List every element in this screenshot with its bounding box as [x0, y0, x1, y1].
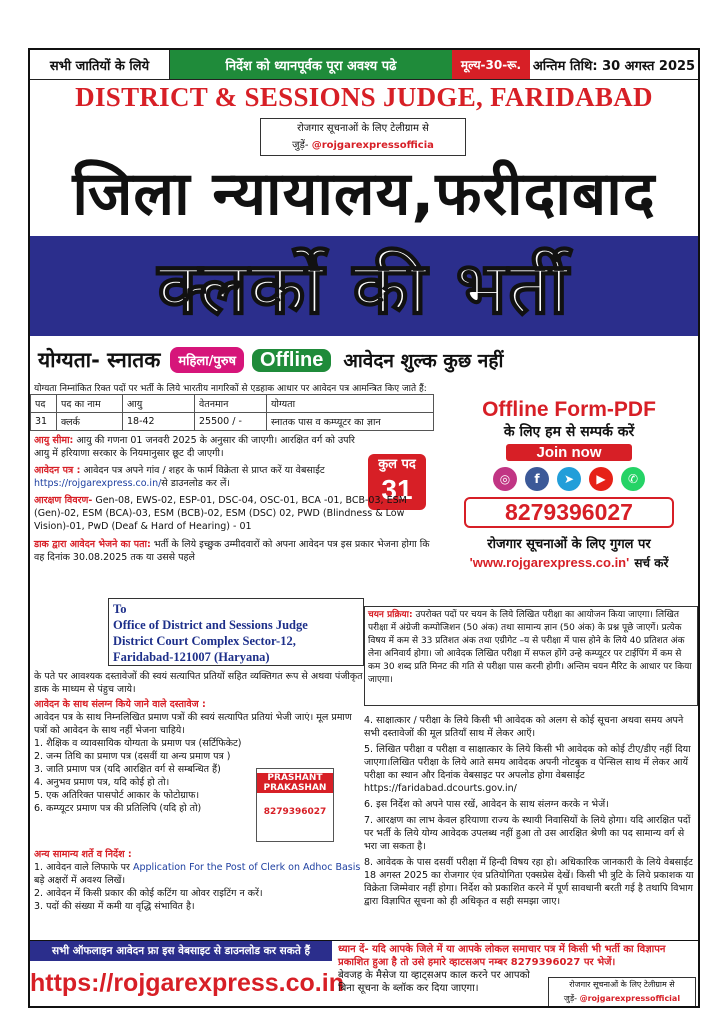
list-item: 3. पदों की संख्या में कमी या वृद्धि संभावित है।	[34, 901, 195, 912]
promo-title: Offline Form-PDF	[482, 398, 656, 421]
list-item: 5. एक अतिरिक्त पासपोर्ट आकार के फोटोग्राफ।	[34, 790, 200, 801]
table-cell: स्नातक पास व कम्प्यूटर का ज्ञान	[267, 413, 434, 431]
footer-telegram-box	[548, 977, 696, 1007]
documents-label: आवेदन के साथ संलग्न किये जाने वाले दस्तावेज :	[34, 699, 206, 710]
table-cell: क्लर्क	[57, 413, 123, 431]
table-cell: 25500 / -	[195, 413, 267, 431]
qualification-label: योग्यता- स्नातक	[38, 348, 161, 372]
fee-label: आवेदन शुल्क कुछ नहीं	[343, 350, 504, 372]
telegram-line1: रोजगार सूचनाओं के लिए टेलीग्राम से	[297, 123, 429, 134]
list-item: 5. लिखित परीक्षा व परीक्षा व साक्षात्कार के लिये किसी भी आवेदक को कोई टीए/डीए नहीं दिया जाएगा।लिखित परीक्षा के लिये आते समय आवेदक अपनी नोटबुक व पेन्सिल साथ में लेकर आयें परीक्षा का स्थान और दिनांक वेबसाइट पर अपलोड होगा वेबसाईट https://faridabad.dcourts.gov.in/	[364, 744, 691, 794]
rules-list	[364, 714, 696, 911]
footer-telegram-line2: जुड़ें- @rojgarexpressofficial	[563, 994, 681, 1003]
gender-badge: महिला/पुरुष	[170, 347, 244, 373]
all-castes-label: सभी जातियों के लिये	[30, 50, 170, 79]
promo-phone[interactable]: 8279396027	[464, 497, 674, 528]
age-label: आयु सीमा:	[34, 435, 74, 446]
footer-left	[30, 941, 344, 1008]
form-section	[34, 464, 364, 490]
english-title: DISTRICT & SESSIONS JUDGE, FARIDABAD	[75, 82, 653, 112]
age-text: आयु की गणना 01 जनवरी 2025 के अनुसार की जाएगी। आरक्षित वर्ग को उपरि आयु में हरियाणा सरकार के नियमानुसार छूट दी जाएगी।	[34, 435, 355, 459]
other-label: अन्य सामान्य शर्ते व निर्देश :	[34, 849, 132, 860]
address-line: Faridabad-121007 (Haryana)	[113, 650, 270, 664]
address-line: District Court Complex Sector-12,	[113, 634, 296, 648]
form-label: आवेदन पत्र :	[34, 465, 81, 476]
form-text: आवेदन पत्र अपने गांव / शहर के फार्म विक्रेता से प्राप्त करें या वेबसाईट	[83, 465, 325, 476]
list-item: 2. आवेदन में किसी प्रकार की कोई कटिंग या ओवर राइटिंग न करें।	[34, 888, 263, 899]
notice-page	[28, 48, 700, 1008]
footer-notice: ध्यान दें- यदि आपके जिले में या आपके लोकल समाचार पत्र में किसी भी भर्ती का विज्ञापन प्रकाशित हुआ है तो उसे हमारे व्हाटसअप नम्बर 8279396027 पर भेजें।	[338, 944, 666, 968]
selection-text: उपरोक्त पदों पर चयन के लिये लिखित परीक्षा का आयोजन किया जाएगा। लिखित परीक्षा में अंग्रेजी कम्पोजिशन (50 अंक) तथा सामान्य ज्ञान (50 अंक) के प्रश्न पूछे जाएगें। प्रत्येक विषय में कम से 33 प्रतिशत अंक तथा एग्रीगेट –य से परीक्षा में पास होने के लिये 40 प्रतिशत अंक लेना अनिवार्य होगा। जो आवेदक लिखित परीक्षा में सफल होंगे उन्हे कम्प्यूटर पर टाईपिंग में कम से कम 30 शब्द प्रति मिनट की गति से परीक्षा पास करनी होगी। अन्तिम चयन मैरिट के आधार पर किया जाएगा।	[368, 610, 692, 685]
reservation-label: आरक्षण विवरण-	[34, 495, 93, 506]
address-line: Office of District and Sessions Judge	[113, 618, 308, 632]
table-cell: 31	[31, 413, 57, 431]
documents-intro: आवेदन पत्र के साथ निम्नलिखित प्रमाण पत्रों की स्वयं सत्यापित प्रतियां भेजी जाएं। मूल प्रमाण पत्रों को आवेदन के साथ नहीं भेजना चाहिये।	[34, 712, 352, 736]
table-header-row	[31, 395, 434, 413]
publisher-phone: 8279396027	[263, 807, 327, 817]
social-icons	[440, 467, 698, 491]
table-row	[31, 413, 434, 431]
list-item: 4. साक्षात्कार / परीक्षा के लिये किसी भी आवेदक को अलग से कोई सूचना अथवा समय अपने सभी दस्तावेजों की मूल प्रतियाँ साथ में लेकर आएँ।	[364, 715, 684, 739]
list-item: 6. इस निर्देश को अपने पास रखें, आवेदन के साथ संलग्न करके न भेजें।	[364, 799, 609, 810]
address-box	[108, 598, 364, 666]
selection-label: चयन प्रक्रिया:	[368, 610, 413, 620]
price-label: मूल्य-30-रू.	[452, 50, 530, 79]
table-cell: 18-42	[123, 413, 195, 431]
other-conditions	[34, 848, 364, 913]
list-item: 2. जन्म तिथि का प्रमाण पत्र (दसवीं या अन्य प्रमाण पत्र )	[34, 751, 231, 762]
promo-url-line	[440, 552, 698, 571]
footer	[30, 940, 698, 1008]
join-now-button[interactable]: Join now	[506, 444, 632, 461]
qualification-row	[30, 342, 698, 378]
list-item: 7. आरक्षण का लाभ केवल हरियाणा राज्य के स्थायी निवासियों के लिये होगा। यदि आरक्षित पदों पर भर्ती के लिये योग्य आवेदक उपलब्ध नहीं हुआ तो उस आरक्षित श्रेणी का पद सामान्य वर्ग से भरा जा सकता है।	[364, 815, 691, 852]
telegram-icon[interactable]: ➤	[557, 467, 581, 491]
total-posts-label: कुल पद	[378, 457, 416, 472]
promo-url[interactable]: 'www.rojgarexpress.co.in'	[469, 555, 630, 570]
footer-warning: बेवजह के मैसेज या व्हाट्सअप काल करने पर आपको बिना सूचना के ब्लॉक कर दिया जाएगा।	[338, 970, 530, 994]
reservation-text: Gen-08, EWS-02, ESP-01, DSC-04, OSC-01, BCA -01, BCB-03, ESM (Gen)-02, ESM (BCA)-03, ESM (BCB)-02, ESM (DSC) 02, PWD (Blindness & Low Vision)-01, PwD (Deaf & Hard of Hearing) - 01	[34, 495, 407, 532]
postal-text: भर्ती के लिये इच्छुक उम्मीदवारों को अपना आवेदन पत्र इस प्रकार भेजना होगा कि वह दिनांक 30.08.2025 तक या उससे पहले	[34, 539, 430, 563]
header-cell: वेतनमान	[195, 395, 267, 413]
footer-right	[334, 941, 698, 1008]
hindi-title: जिला न्यायालय,फरीदाबाद	[72, 159, 656, 229]
promo-box	[440, 394, 698, 638]
list-item: 6. कम्प्यूटर प्रमाण पत्र की प्रतिलिपि (यदि हो तो)	[34, 803, 202, 814]
reservation-section	[34, 494, 436, 533]
list-item: 4. अनुभव प्रमाण पत्र, यदि कोई हो तो।	[34, 777, 170, 788]
promo-google-text: रोजगार सूचनाओं के लिए गुगल पर	[487, 537, 651, 552]
instagram-icon[interactable]: ◎	[493, 467, 517, 491]
promo-subtitle: के लिए हम से सम्पर्क करें	[503, 424, 635, 440]
form-url[interactable]: https://rojgarexpress.co.in/	[34, 478, 162, 489]
whatsapp-icon[interactable]: ✆	[621, 467, 645, 491]
after-address-text: के पते पर आवश्यक दस्तावेजों की स्वयं सत्यापित प्रतियों सहित व्यक्तिगत रूप से अथवा पंजीकृत डाक के माध्यम से पंहुच जाये।	[34, 671, 363, 695]
list-item: 1. शैक्षिक व व्यावसायिक योग्यता के प्रमाण पत्र (सर्टिफिकेट)	[34, 738, 242, 749]
intro-text: योग्यता निम्नांकित रिक्त पदों पर भर्ती के लिये भारतीय नागरिकों से एडहाक आधार पर आवेदन पत्र आमन्त्रित किए जाते हैं:	[34, 384, 427, 394]
selection-process	[364, 606, 698, 706]
youtube-icon[interactable]: ▶	[589, 467, 613, 491]
postal-label: डाक द्वारा आवेदन भेजने का पता:	[34, 539, 151, 550]
age-section	[34, 434, 364, 460]
recruitment-banner	[30, 236, 698, 336]
footer-telegram-handle[interactable]: @rojgarexpressofficial	[579, 994, 681, 1003]
list-item: 8. आवेदक के पास दसवीं परीक्षा में हिन्दी विषय रहा हो। अधिकारिक जानकारी के लिये वेबसाईट 18 अगस्त 2025 का रोजगार एंव प्रतियोगिता एक्सप्रेस देखें। किसी भी त्रुटि के लिये प्रकाशक या विक्रेता जिम्मेवार नहीं होगा। निर्देश को प्रकाशित करने में पूर्ण सावधानी बरती गई है तथापि विभाग द्वारा विज्ञापित सूचना को ही अधिकृत व सही समझा जाए।	[364, 857, 694, 907]
telegram-line2: जुड़ें- @rojgarexpressofficia	[292, 140, 434, 151]
instruction-banner: निर्देश को ध्यानपूर्वक पूरा अवश्य पढे	[170, 50, 452, 79]
postal-section	[34, 538, 436, 564]
posts-table	[30, 394, 434, 431]
footer-left-caption: सभी ऑफलाइन आवेदन फ्रा इस वेबसाइट से डाउनलोड कर सकते हैं	[30, 941, 332, 961]
address-line: To	[113, 602, 127, 616]
form-tail: से डाउनलोड कर लें।	[161, 478, 231, 489]
top-bar	[30, 50, 698, 80]
publisher-name: PRASHANT PRAKASHAN	[257, 773, 333, 793]
header-cell: योग्यता	[267, 395, 434, 413]
offline-badge: Offline	[252, 349, 331, 372]
header-cell: पद का नाम	[57, 395, 123, 413]
header-cell: पद	[31, 395, 57, 413]
publisher-badge	[256, 768, 334, 842]
footer-url[interactable]: https://rojgarexpress.co.in	[30, 969, 344, 997]
total-posts-count: 31	[381, 474, 413, 505]
last-date-label: अन्तिम तिथि: 30 अगस्त 2025	[532, 58, 696, 74]
promo-url-suffix: सर्च करें	[634, 556, 669, 570]
list-item: 3. जाति प्रमाण पत्र (यदि आरक्षित वर्ग से सम्बन्धित हैं)	[34, 764, 221, 775]
banner-text: क्लर्को की भर्ती	[157, 246, 571, 330]
header-cell: आयु	[123, 395, 195, 413]
facebook-icon[interactable]: f	[525, 467, 549, 491]
footer-telegram-line: रोजगार सूचनाओं के लिए टेलीग्राम से	[569, 980, 675, 989]
list-item: 1. आवेदन वाले लिफाफे पर Application For the Post of Clerk on Adhoc Basis बड़े अक्षरों में अवश्य लिखें।	[34, 862, 361, 886]
telegram-handle[interactable]: @rojgarexpressofficia	[311, 140, 434, 151]
